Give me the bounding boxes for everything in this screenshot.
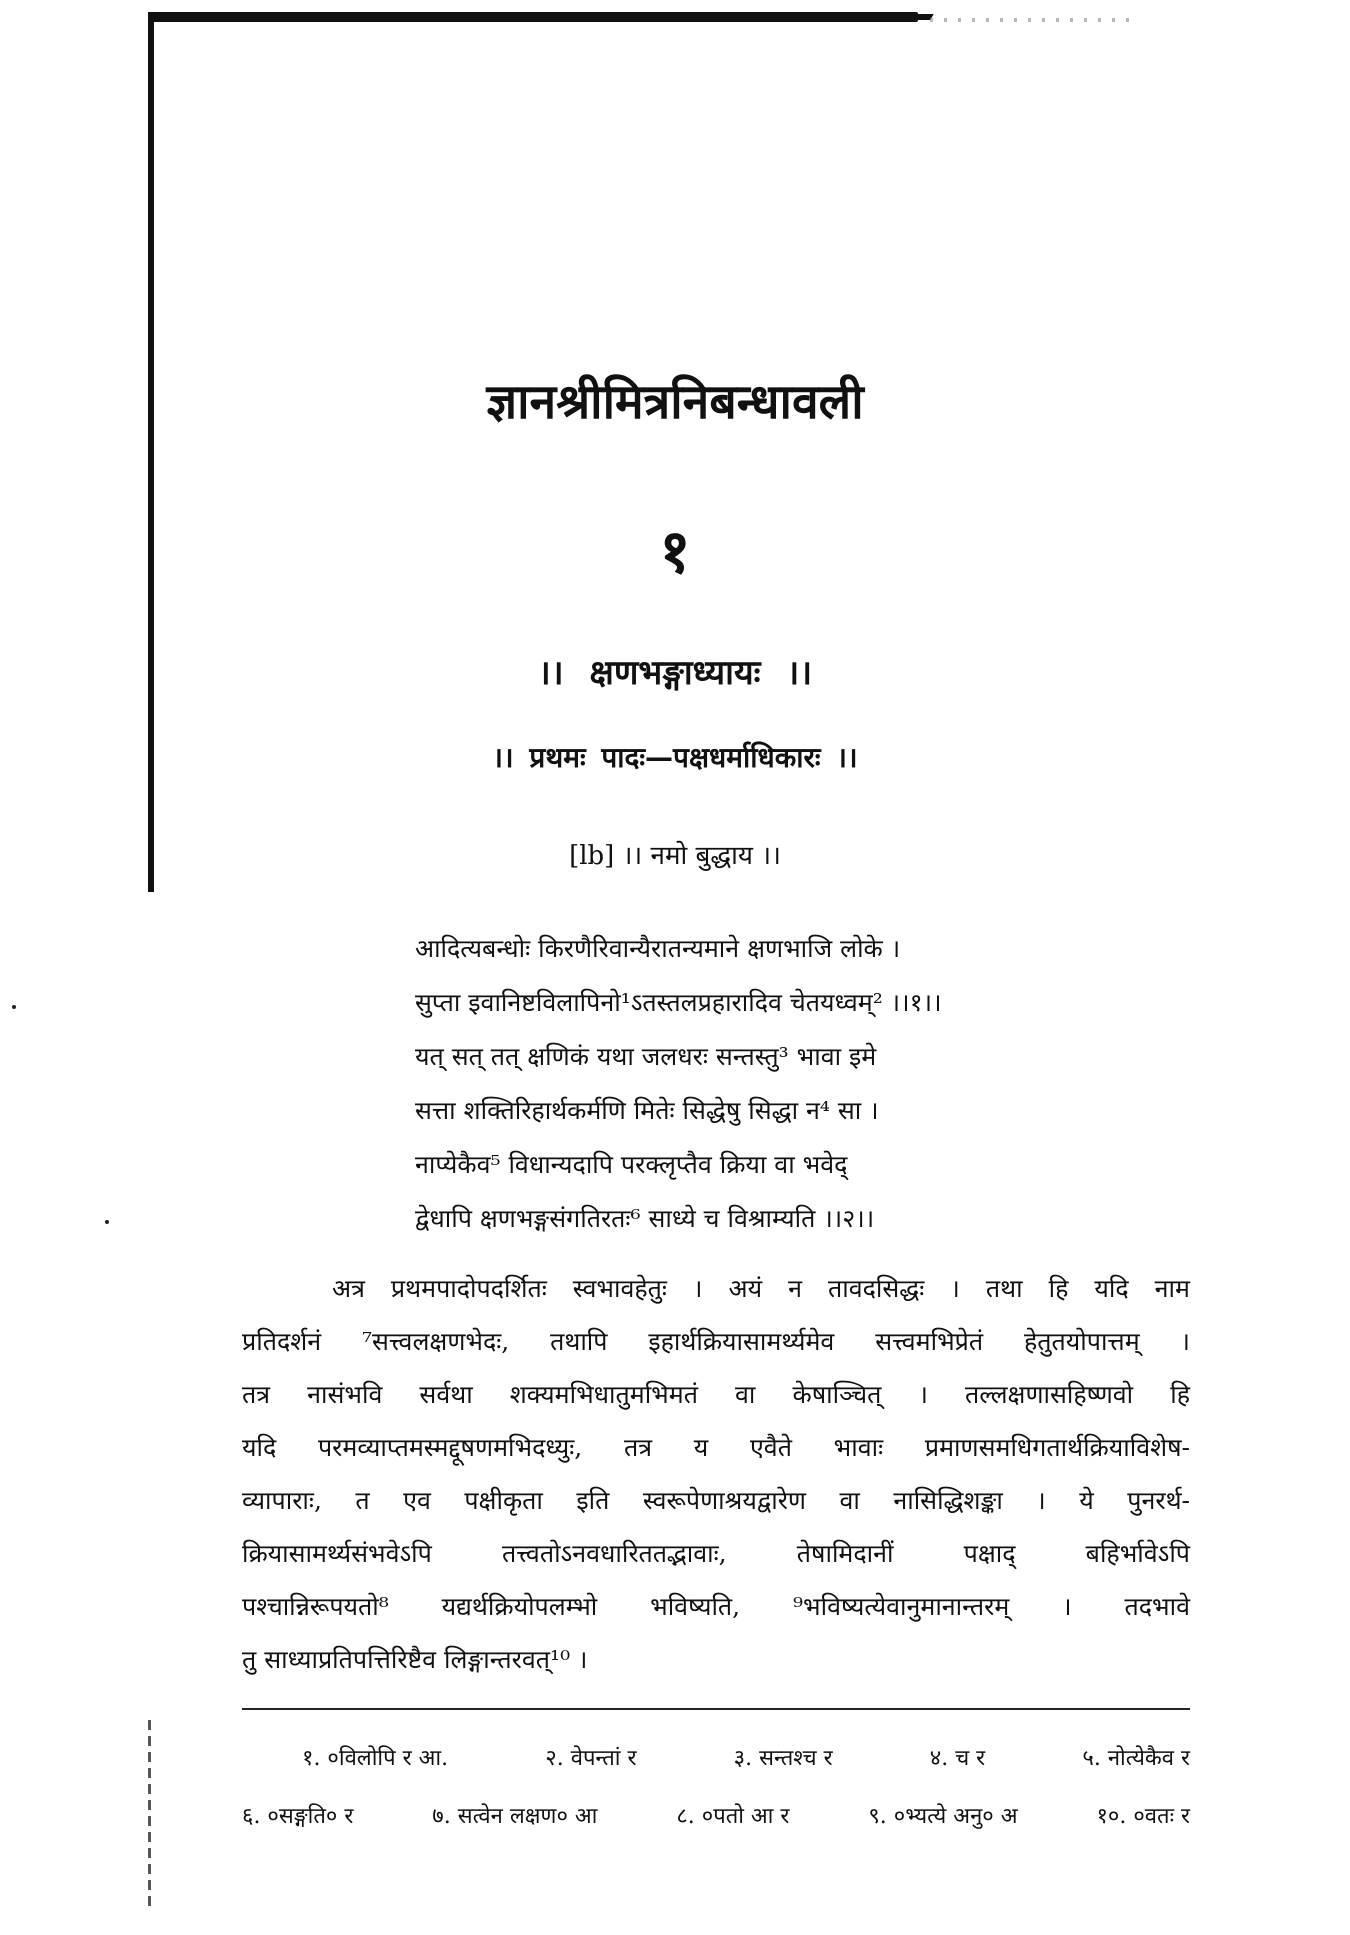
invocation: [lb] ।। नमो बुद्धाय ।।	[569, 841, 781, 871]
verse-line: यत् सत् तत् क्षणिकं यथा जलधरः सन्तस्तु³ भावा इमे	[415, 1042, 877, 1071]
footnote: ४. च र	[929, 1746, 986, 1771]
footnote: ७. सत्वेन लक्षण० आ	[432, 1804, 598, 1829]
verse-line: आदित्यबन्धोः किरणैरिवान्यैरातन्यमाने क्षणभाजि लोके ।	[415, 934, 901, 963]
footnote: ५. नोत्येकैव र	[1082, 1746, 1190, 1771]
scan-speck	[105, 1220, 109, 1224]
footnote: ३. सन्तश्च र	[733, 1746, 833, 1771]
footnote-row	[242, 1730, 1190, 1788]
scan-edge-line-dashed	[148, 1720, 151, 1910]
pada-heading: ।। प्रथमः पादः—पक्षधर्माधिकारः ।।	[492, 741, 858, 774]
footnote: ८. ०पतो आ र	[676, 1804, 790, 1829]
footnote: ६. ०सङ्गति० र	[242, 1804, 354, 1829]
footnote-divider	[242, 1708, 1190, 1710]
adhyaya-heading: ।। क्षणभङ्गाध्यायः ।।	[537, 653, 813, 693]
prose-line: व्यापाराः, त एव पक्षीकृता इति स्वरूपेणाश्रयद्वारेण वा नासिद्धिशङ्का । ये पुनरर्थ-	[242, 1486, 1190, 1515]
footnote: १. ०विलोपि र आ.	[302, 1746, 449, 1771]
prose-line: क्रियासामर्थ्यसंभवेऽपि तत्त्वतोऽनवधारिततद्भावाः, तेषामिदानीं पक्षाद् बहिर्भावेऽपि	[242, 1539, 1190, 1568]
verse-block	[415, 922, 1115, 1246]
verse-line: सुप्ता इवानिष्टविलापिनो¹ऽतस्तलप्रहारादिव चेतयध्वम्² ।।१।।	[415, 988, 942, 1017]
footnote: ९. ०भ्यत्ये अनु० अ	[868, 1804, 1018, 1829]
verse-line: नाप्येकैव⁵ विधान्यदापि परक्लृप्तैव क्रिया वा भवेद्	[415, 1150, 848, 1179]
prose-line: प्रतिदर्शनं ⁷सत्त्वलक्षणभेदः, तथापि इहार्थक्रियासामर्थ्यमेव सत्त्वमभिप्रेतं हेतुतयोपात्तम् ।	[242, 1327, 1190, 1356]
footnote: १०. ०वतः र	[1096, 1804, 1190, 1829]
scan-noise	[930, 18, 1130, 22]
footnote-row	[242, 1788, 1190, 1846]
prose-line: अत्र प्रथमपादोपदर्शितः स्वभावहेतुः । अयं न तावदसिद्धः । तथा हि यदि नाम	[332, 1274, 1190, 1303]
prose-line: पश्चान्निरूपयतो⁸ यद्यर्थक्रियोपलम्भो भविष्यति, ⁹भविष्यत्येवानुमानान्तरम् । तदभावे	[242, 1592, 1190, 1621]
prose-paragraph	[242, 1262, 1190, 1686]
scan-speck	[12, 1005, 16, 1009]
verse-line: द्वेधापि क्षणभङ्गसंगतिरतः⁶ साध्ये च विश्राम्यति ।।२।।	[415, 1204, 875, 1233]
prose-line: तत्र नासंभवि सर्वथा शक्यमभिधातुमभिमतं वा केषाञ्चित् । तल्लक्षणासहिष्णवो हि	[242, 1380, 1190, 1409]
footnote: २. वेपन्तां र	[545, 1746, 637, 1771]
verse-line: सत्ता शक्तिरिहार्थकर्मणि मितेः सिद्धेषु सिद्धा न⁴ सा ।	[415, 1096, 879, 1125]
book-title: ज्ञानश्रीमित्रनिबन्धावली	[486, 374, 864, 430]
prose-line: यदि परमव्याप्तमस्मद्दूषणमभिदध्युः, तत्र य एवैते भावाः प्रमाणसमधिगतार्थक्रियाविशेष-	[242, 1433, 1190, 1462]
chapter-number: १	[659, 517, 691, 587]
prose-line: तु साध्याप्रतिपत्तिरिष्टैव लिङ्गान्तरवत्¹⁰ ।	[242, 1645, 588, 1674]
scan-edge-bar	[148, 12, 918, 22]
footnotes	[242, 1730, 1190, 1846]
